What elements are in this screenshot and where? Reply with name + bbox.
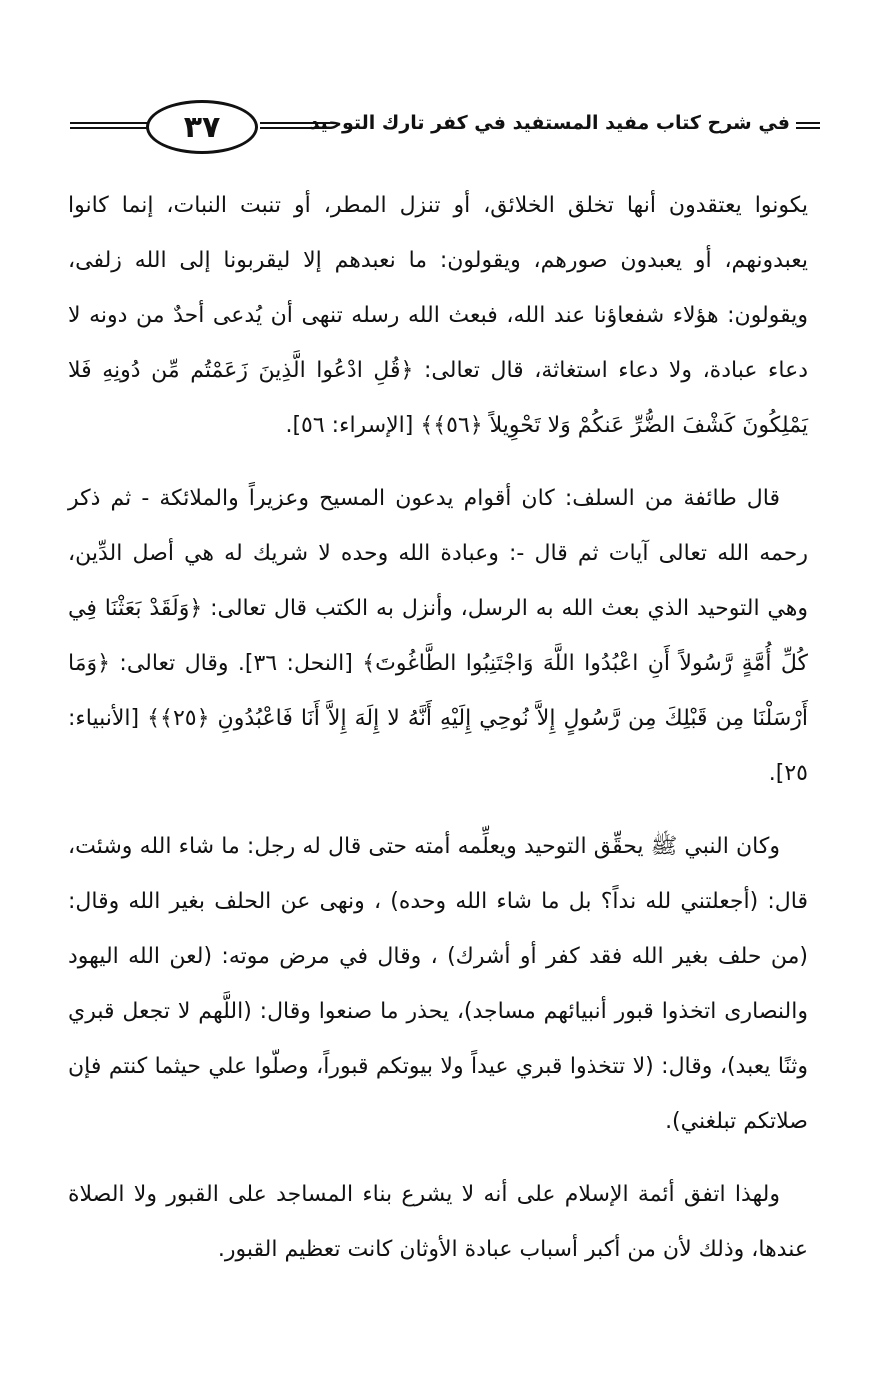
header-rule-right	[796, 122, 820, 129]
paragraph: وكان النبي ﷺ يحقِّق التوحيد ويعلِّمه أمته حتى قال له رجل: ما شاء الله وشئت، قال: (أجعلتني لله نداً؟ بل ما شاء الله وحده) ، ونهى عن الحلف بغير الله وقال: (من حلف بغير الله فقد كفر أو أشرك) ، وقال في مرض موته: (لعن الله اليهود والنصارى اتخذوا قبور أنبيائهم مساجد)، يحذر ما صنعوا وقال: (اللَّهم لا تجعل قبري وثنًا يعبد)، وقال: (لا تتخذوا قبري عيداً ولا بيوتكم قبوراً، وصلّوا علي حيثما كنتم فإن صلاتكم تبلغني).	[68, 834, 808, 1134]
paragraph: ولهذا اتفق أئمة الإسلام على أنه لا يشرع بناء المساجد على القبور ولا الصلاة عندها، وذلك لأن من أكبر أسباب عبادة الأوثان كانت تعظيم القبور.	[68, 1182, 808, 1262]
page-header	[60, 100, 820, 160]
header-rule-left	[70, 122, 148, 129]
paragraph: قال طائفة من السلف: كان أقوام يدعون المسيح وعزيراً والملائكة - ثم ذكر رحمه الله تعالى آيات ثم قال -: وعبادة الله وحده لا شريك له هي أصل الدِّين، وهي التوحيد الذي بعث الله به الرسل، وأنزل به الكتب قال تعالى: ﴿وَلَقَدْ بَعَثْنَا فِي كُلِّ أُمَّةٍ رَّسُولاً أَنِ اعْبُدُوا اللَّهَ وَاجْتَنِبُوا الطَّاغُوتَ﴾ [النحل: ٣٦]. وقال تعالى: ﴿وَمَا أَرْسَلْنَا مِن قَبْلِكَ مِن رَّسُولٍ إِلاَّ نُوحِي إِلَيْهِ أَنَّهُ لا إِلَهَ إِلاَّ أَنَا فَاعْبُدُونِ ﴿٢٥﴾﴾ [الأنبياء: ٢٥].	[68, 486, 808, 786]
running-title: في شرح كتاب مفيد المستفيد في كفر تارك التوحيد	[309, 112, 790, 134]
paragraph: يكونوا يعتقدون أنها تخلق الخلائق، أو تنزل المطر، أو تنبت النبات، إنما كانوا يعبدونهم، أو يعبدون صورهم، ويقولون: ما نعبدهم إلا ليقربونا إلى الله زلفى، ويقولون: هؤلاء شفعاؤنا عند الله، فبعث الله رسله تنهى أن يُدعى أحدٌ من دونه لا دعاء عبادة، ولا دعاء استغاثة، قال تعالى: ﴿قُلِ ادْعُوا الَّذِينَ زَعَمْتُم مِّن دُونِهِ فَلا يَمْلِكُونَ كَشْفَ الضُّرِّ عَنكُمْ وَلا تَحْوِيلاً ﴿٥٦﴾﴾ [الإسراء: ٥٦].	[68, 193, 808, 438]
page-number: ٣٧	[146, 100, 258, 154]
body-text	[68, 178, 808, 1295]
